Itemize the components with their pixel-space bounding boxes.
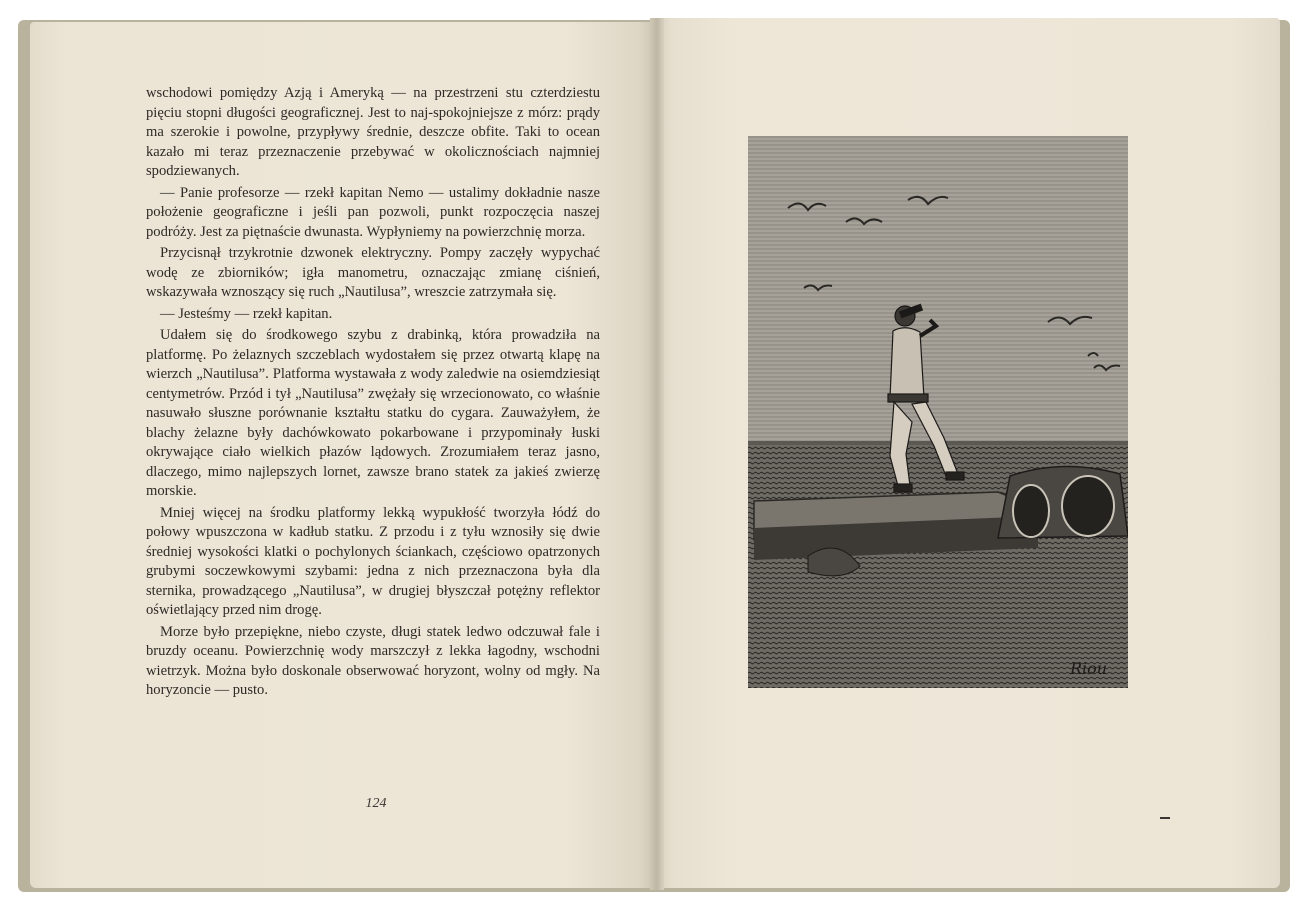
paragraph: Przycisnął trzykrotnie dzwonek elektryczny. Pompy zaczęły wypychać wodę ze zbiorników; igła manometru, oznaczając zmianę ciśnień, wskazywała wznoszący się ruch „Nautilusa”, wreszcie zatrzymała się. — [146, 245, 600, 300]
paragraph: — Jesteśmy — rzekł kapitan. — [160, 305, 333, 322]
paragraph: Udałem się do środkowego szybu z drabinką, która prowadziła na platformę. Po żelaznych szczeblach wydostałem się przez otwartą klapę na wierzch „Nautilusa”. Platforma wystawała z wody zaledwie na osiemdziesiąt centymetrów. Przód i tył „Nautilusa” zwężały się wrzecionowato, co właśnie nasuwało słuszne porównanie kształtu statku do cygara. Zauważyłem, że blachy żelazne były dachówkowato pokarbowane i przypominały łuski okrywające ciało wielkich płazów lądowych. Zrozumiałem teraz jasno, dlaczego, mimo najlepszych lornet, zawsze brano statek za jakieś zwierzę morskie. — [146, 327, 600, 499]
paragraph: — Panie profesorze — rzekł kapitan Nemo — ustalimy dokładnie nasze położenie geograficzne i jeśli pan pozwoli, punkt rozpoczęcia naszej podróży. Jest za piętnaście dwunasta. Wypłyniemy na powierzchnię morza. — [146, 184, 600, 240]
paragraph: Mniej więcej na środku platformy lekką wypukłość tworzyła łódź do połowy wpuszczona w kadłub statku. Z przodu i z tyłu wznosiły się dwie średniej wysokości klatki o pochylonych ściankach, częściowo opatrzonych grubymi soczewkowymi szybami: jedna z nich przeznaczona była dla sternika, prowadzącego „Nautilusa”, w drugiej błyszczał potężny reflektor oświetlający przed nim drogę. — [146, 504, 600, 618]
artist-signature: Riou — [1070, 659, 1108, 678]
page-number: 124 — [365, 796, 387, 811]
ink-mark — [1160, 817, 1170, 819]
page-text — [146, 84, 600, 703]
paragraph: wschodowi pomiędzy Azją i Ameryką — na przestrzeni stu czterdziestu pięciu stopni długości geograficznej. Jest to naj-spokojniejsze z mórz: prądy ma szerokie i powolne, przypływy średnie, deszcze obfite. Taki to ocean kazało mi teraz przeznaczenie przebywać w okolicznościach najmniej spodziewanych. — [146, 85, 600, 179]
engraving-illustration — [748, 136, 1128, 688]
paragraph: Morze było przepiękne, niebo czyste, długi statek ledwo odczuwał fale i bruzdy oceanu. Powierzchnię wody marszczył z lekka łagodny, wschodni wietrzyk. Można było doskonale obserwować horyzont, wolny od mgły. Na horyzoncie — pusto. — [146, 623, 600, 698]
book-gutter — [650, 18, 664, 890]
engraving-svg — [748, 136, 1128, 688]
sky — [748, 136, 1128, 448]
